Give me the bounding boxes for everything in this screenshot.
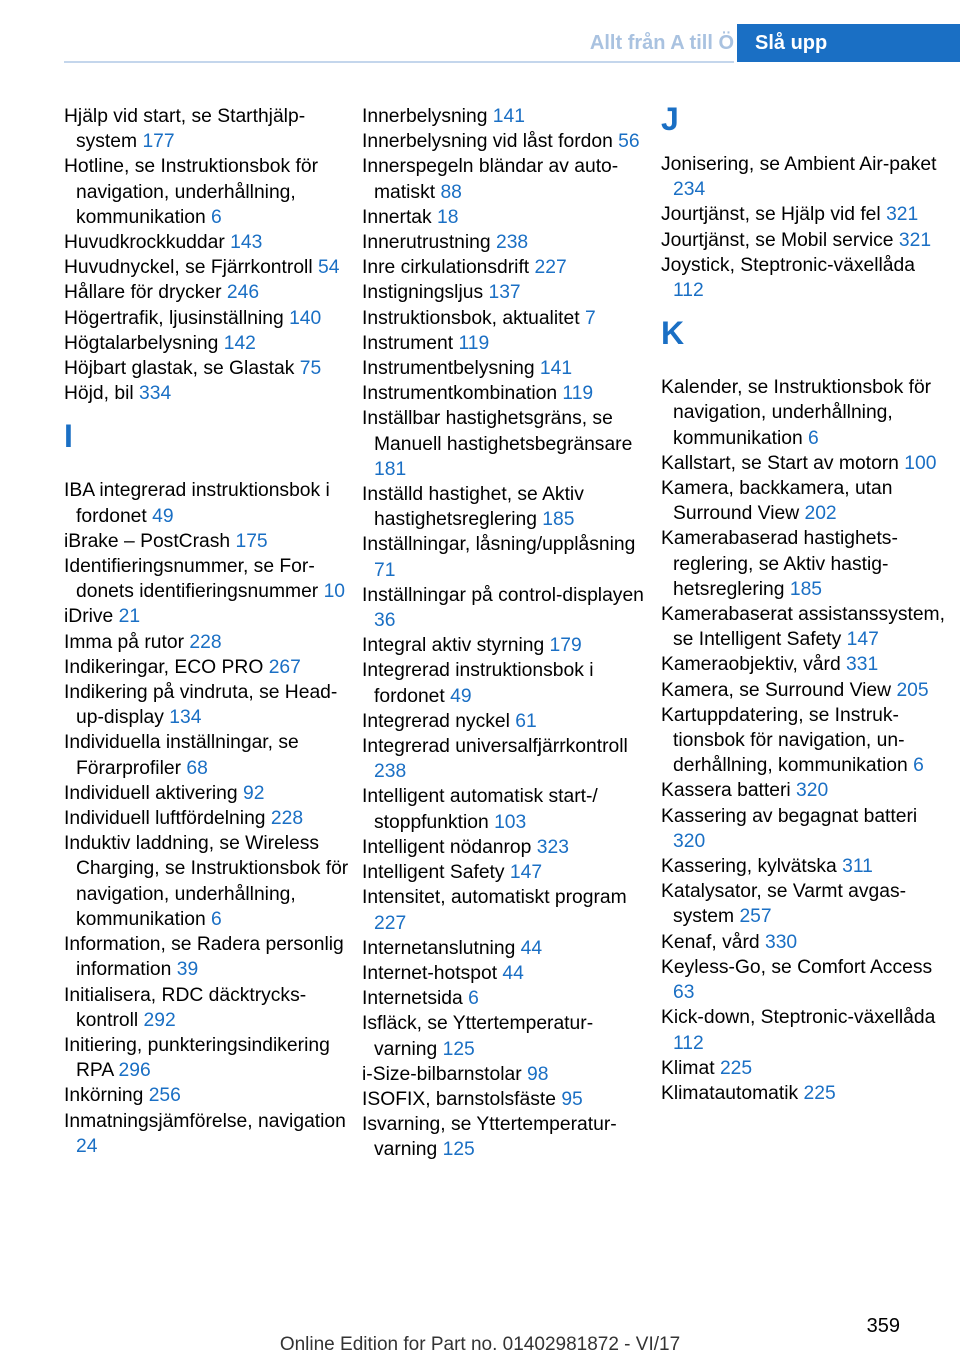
index-entry xyxy=(64,529,349,554)
index-entry xyxy=(661,1056,951,1081)
entry-text: Indikeringar, ECO PRO xyxy=(64,656,264,678)
page-link[interactable]: 6 xyxy=(808,427,819,449)
entry-text: Isfläck, se Yttertemperaturvarning xyxy=(362,1013,594,1060)
entry-text: Information, se Radera personlig information xyxy=(64,934,344,981)
entry-text: Induktiv laddning, se Wireless Charging, se Instruktionsbok för navigation, underhållning, kommunikation xyxy=(64,833,349,930)
page-link[interactable]: 100 xyxy=(904,452,937,474)
entry-text: Intelligent nödanrop xyxy=(362,836,532,858)
index-entry xyxy=(661,879,951,929)
entry-text: Indikering på vindruta, se Head-up-display xyxy=(64,682,338,729)
index-entry xyxy=(64,478,349,528)
page-link[interactable]: 88 xyxy=(440,181,462,203)
index-entry xyxy=(362,1112,647,1162)
page-link[interactable]: 205 xyxy=(896,679,929,701)
entry-text: Klimat xyxy=(661,1057,715,1079)
page-link[interactable]: 7 xyxy=(584,307,596,329)
page-link[interactable]: 10 xyxy=(323,581,346,603)
index-entry xyxy=(64,831,349,932)
index-entry xyxy=(362,532,647,582)
entry-text: Högtalarbelysning xyxy=(64,332,219,354)
entry-text: Instrumentkombination xyxy=(362,383,558,405)
page-link[interactable]: 141 xyxy=(492,106,525,127)
entry-text: Kamerabaserad hastighetsreglering, se Aktiv hastighetsreglering xyxy=(661,528,898,600)
page-link[interactable]: 21 xyxy=(118,606,141,628)
index-entry xyxy=(661,930,951,955)
page-link[interactable]: 292 xyxy=(143,1009,176,1031)
entry-text: Jourtjänst, se Hjälp vid fel xyxy=(661,204,881,226)
index-entry xyxy=(362,205,647,230)
entry-text: Initiering, punkteringsindikering RPA xyxy=(64,1034,330,1082)
page-link[interactable]: 320 xyxy=(673,830,706,852)
index-entry xyxy=(64,356,349,381)
index-entry xyxy=(661,955,951,1005)
entry-text: Integrerad universalfjärrkontroll xyxy=(362,736,628,758)
index-entry xyxy=(64,1083,349,1108)
page-link[interactable]: 6 xyxy=(211,908,222,930)
section-title: Allt från A till Ö xyxy=(589,32,734,54)
page-link[interactable]: 49 xyxy=(152,505,174,527)
entry-text: Jonisering, se Ambient Air-paket xyxy=(661,154,937,175)
entry-text: Innerbelysning xyxy=(362,106,488,127)
page-link[interactable]: 140 xyxy=(289,307,322,329)
index-entry xyxy=(362,835,647,860)
index-entry xyxy=(64,331,349,356)
page-link[interactable]: 227 xyxy=(374,912,407,934)
entry-text: Inkörning xyxy=(64,1085,144,1107)
page-link[interactable]: 246 xyxy=(226,282,260,304)
page-number: 359 xyxy=(866,1315,900,1337)
entry-text: iDrive xyxy=(64,606,114,628)
entry-text: Jourtjänst, se Mobil service xyxy=(661,229,894,251)
page-link[interactable]: 75 xyxy=(299,358,322,380)
page-link[interactable]: 225 xyxy=(719,1057,753,1079)
index-entry xyxy=(362,860,647,885)
index-entry xyxy=(64,1109,349,1159)
page-link[interactable]: 44 xyxy=(502,962,524,984)
page-link[interactable]: 238 xyxy=(374,761,407,783)
index-entry xyxy=(661,476,951,526)
entry-text: IBA integrerad instruktionsbok i fordonet xyxy=(64,480,330,527)
index-entry xyxy=(661,451,951,476)
index-entry xyxy=(362,709,647,734)
entry-text: Intelligent Safety xyxy=(362,862,505,884)
index-entry xyxy=(661,678,951,703)
entry-text: Innerutrustning xyxy=(362,232,491,254)
entry-text: Individuella inställningar, se Förarprofiler xyxy=(64,732,299,779)
index-entry xyxy=(64,730,349,780)
index-entry xyxy=(661,602,951,652)
lookup-tab[interactable]: Slå upp xyxy=(737,24,960,62)
index-entry xyxy=(64,381,349,406)
index-entry xyxy=(362,331,647,356)
page-link[interactable]: 63 xyxy=(673,982,695,1004)
entry-text: Inre cirkulationsdrift xyxy=(362,257,530,279)
index-entry xyxy=(64,781,349,806)
entry-text: Integral aktiv styrning xyxy=(362,635,545,657)
entry-text: Kalender, se Instruktionsbok för navigation, underhållning, kommunikation xyxy=(661,377,932,449)
index-entry xyxy=(64,932,349,982)
index-entry xyxy=(362,1011,647,1061)
index-entry xyxy=(64,806,349,831)
page-link[interactable]: 185 xyxy=(789,578,823,600)
page-link[interactable]: 267 xyxy=(268,656,301,678)
entry-text: Höjbart glastak, se Glastak xyxy=(64,358,295,380)
page-link[interactable]: 175 xyxy=(235,530,268,552)
page-link[interactable]: 6 xyxy=(468,988,479,1010)
page-link[interactable]: 296 xyxy=(118,1060,151,1082)
page-link[interactable]: 39 xyxy=(176,959,199,981)
footer-edition: Online Edition for Part no. 01402981872 - VI/17 xyxy=(279,1334,681,1355)
page-link[interactable]: 24 xyxy=(76,1135,98,1157)
index-entry xyxy=(64,255,349,280)
index-entry xyxy=(362,306,647,331)
entry-text: Individuell aktivering xyxy=(64,782,238,804)
index-entry xyxy=(661,526,951,602)
header-rule xyxy=(64,61,734,63)
entry-text: Hållare för drycker xyxy=(64,282,222,304)
entry-text: Innerbelysning vid låst fordon xyxy=(362,131,613,153)
index-entry xyxy=(362,633,647,658)
page-link[interactable]: 142 xyxy=(223,332,256,354)
page-link[interactable]: 147 xyxy=(846,629,879,651)
entry-text: Joystick, Steptronic-växellåda xyxy=(661,254,915,276)
entry-text: Huvudnyckel, se Fjärrkontroll xyxy=(64,257,313,279)
page-link[interactable]: 61 xyxy=(515,710,537,732)
index-entry xyxy=(661,854,951,879)
page-link[interactable]: 119 xyxy=(562,383,594,405)
entry-text: Inmatningsjämförelse, navigation xyxy=(64,1110,346,1132)
page-link[interactable]: 320 xyxy=(796,780,829,802)
index-letter-j: J xyxy=(661,101,679,137)
index-entry xyxy=(362,104,647,129)
index-entry xyxy=(362,1062,647,1087)
page-link[interactable]: 331 xyxy=(846,654,879,676)
index-entry xyxy=(362,356,647,381)
entry-text: Imma på rutor xyxy=(64,631,185,653)
page-link[interactable]: 125 xyxy=(442,1139,475,1161)
entry-text: iBrake – PostCrash xyxy=(64,530,231,552)
entry-text: Kallstart, se Start av motorn xyxy=(661,452,899,474)
page-link[interactable]: 134 xyxy=(169,707,202,729)
entry-text: Keyless-Go, se Comfort Access xyxy=(661,956,933,978)
index-entry xyxy=(362,381,647,406)
index-entry xyxy=(64,154,349,230)
entry-text: Huvudkrockkuddar xyxy=(64,232,225,254)
entry-text: Inställbar hastighetsgräns, se Manuell hastighetsbegränsare xyxy=(362,408,633,455)
index-entry xyxy=(362,230,647,255)
entry-text: Högertrafik, ljusinställning xyxy=(64,307,284,329)
page-link[interactable]: 179 xyxy=(549,635,582,657)
page-link[interactable]: 334 xyxy=(139,383,172,405)
page-link[interactable]: 238 xyxy=(495,232,529,254)
index-entry xyxy=(64,680,349,730)
entry-text: Kartuppdatering, se Instruktionsbok för navigation, underhållning, kommunikation xyxy=(661,704,908,777)
entry-text: Hotline, se Instruktionsbok för navigation, underhållning, kommunikation xyxy=(64,156,318,228)
index-entry xyxy=(64,630,349,655)
page-link[interactable]: 181 xyxy=(374,458,407,480)
index-entry xyxy=(64,983,349,1033)
index-entry xyxy=(64,280,349,305)
entry-text: Katalysator, se Varmt avgassystem xyxy=(661,881,907,928)
entry-text: Klimatautomatik xyxy=(661,1082,799,1104)
page-link[interactable]: 49 xyxy=(450,685,472,707)
page-link[interactable]: 225 xyxy=(803,1082,836,1104)
index-entry xyxy=(362,129,647,154)
index-entry xyxy=(362,936,647,961)
page-link[interactable]: 119 xyxy=(458,332,490,354)
entry-text: Inställningar, låsning/upplåsning xyxy=(362,534,636,556)
page-link[interactable]: 321 xyxy=(898,229,932,251)
page-link[interactable]: 228 xyxy=(270,808,304,830)
page-link[interactable]: 228 xyxy=(189,631,222,653)
page-link[interactable]: 6 xyxy=(913,755,924,777)
entry-text: Isvarning, se Yttertemperaturvarning xyxy=(362,1114,617,1161)
index-entry xyxy=(362,961,647,986)
index-entry xyxy=(661,202,951,227)
entry-text: Intensitet, automatiskt program xyxy=(362,887,627,909)
page-link[interactable]: 56 xyxy=(618,131,640,153)
entry-text: i-Size-bilbarnstolar xyxy=(362,1063,522,1085)
page-link[interactable]: 112 xyxy=(673,1032,704,1054)
entry-text: Höjd, bil xyxy=(64,383,134,405)
page-link[interactable]: 54 xyxy=(317,257,340,279)
entry-text: Inställd hastighet, se Aktiv hastighetsreglering xyxy=(362,484,584,531)
page-link[interactable]: 44 xyxy=(520,937,543,959)
entry-text: Instruktionsbok, aktualitet xyxy=(362,307,580,329)
index-entry xyxy=(64,306,349,331)
page-link[interactable]: 257 xyxy=(739,906,772,928)
index-letter-i: I xyxy=(64,418,73,455)
page-link[interactable]: 234 xyxy=(673,179,706,201)
entry-text: Internet-hotspot xyxy=(362,962,498,984)
index-entry xyxy=(661,228,951,253)
index-entry xyxy=(661,1081,951,1106)
index-entry xyxy=(362,885,647,935)
entry-text: Kameraobjektiv, vård xyxy=(661,654,841,676)
entry-text: Innerspegeln bländar av automatiskt xyxy=(362,156,619,203)
index-entry xyxy=(362,658,647,708)
index-entry xyxy=(362,406,647,482)
page-link[interactable]: 6 xyxy=(211,206,222,228)
entry-text: Individuell luftfördelning xyxy=(64,808,266,830)
entry-text: Instigningsljus xyxy=(362,282,484,304)
entry-text: Integrerad nyckel xyxy=(362,710,510,732)
page-link[interactable]: 141 xyxy=(539,358,573,380)
entry-text: Instrumentbelysning xyxy=(362,358,535,380)
index-entry xyxy=(64,104,349,154)
page-link[interactable]: 256 xyxy=(148,1085,181,1107)
entry-text: Kassering, kylvätska xyxy=(661,856,837,878)
page-link[interactable]: 311 xyxy=(842,856,873,878)
index-entry xyxy=(64,554,349,604)
index-entry xyxy=(661,652,951,677)
index-entry xyxy=(661,804,951,854)
page-link[interactable]: 177 xyxy=(142,131,175,153)
index-entry xyxy=(362,482,647,532)
entry-text: Initialisera, RDC däcktryckskontroll xyxy=(64,984,307,1031)
page-link[interactable]: 112 xyxy=(673,280,704,302)
index-entry xyxy=(362,255,647,280)
index-entry xyxy=(661,703,951,779)
index-entry xyxy=(64,1033,349,1083)
index-entry xyxy=(362,154,647,204)
page-link[interactable]: 18 xyxy=(437,206,459,228)
page-link[interactable]: 147 xyxy=(509,862,543,884)
index-entry xyxy=(362,1087,647,1112)
index-entry xyxy=(362,583,647,633)
index-column-3 xyxy=(661,101,951,1106)
page-link[interactable]: 143 xyxy=(230,232,263,254)
index-entry xyxy=(362,784,647,834)
page-link[interactable]: 330 xyxy=(764,931,798,953)
page-link[interactable]: 68 xyxy=(186,757,208,779)
entry-text: Hjälp vid start, se Starthjälpsystem xyxy=(64,106,306,153)
index-entry xyxy=(661,375,951,451)
entry-text: Identifieringsnummer, se Fordonets identifieringsnummer xyxy=(64,556,319,603)
entry-text: Internetsida xyxy=(362,988,463,1010)
index-entry xyxy=(64,655,349,680)
index-entry xyxy=(362,734,647,784)
entry-text: Innertak xyxy=(362,206,432,228)
entry-text: Inställningar på control-displayen xyxy=(362,584,644,606)
page-link[interactable]: 202 xyxy=(804,503,837,525)
entry-text: Kamera, backkamera, utan Surround View xyxy=(661,478,893,525)
page-link[interactable]: 36 xyxy=(374,610,396,632)
index-letter-k: K xyxy=(661,315,685,352)
entry-text: Intelligent automatisk start-/ stoppfunktion xyxy=(362,786,598,833)
page-link[interactable]: 103 xyxy=(494,811,527,833)
page-link[interactable]: 95 xyxy=(561,1088,583,1110)
page-link[interactable]: 321 xyxy=(886,204,919,226)
entry-text: Kick-down, Steptronic-växellåda xyxy=(661,1007,936,1029)
index-column-2 xyxy=(362,104,647,1163)
page-link[interactable]: 98 xyxy=(527,1063,549,1085)
index-column-1 xyxy=(64,104,349,1159)
page-link[interactable]: 137 xyxy=(488,282,521,304)
entry-text: Kassering av begagnat batteri xyxy=(661,805,918,827)
page-link[interactable]: 125 xyxy=(442,1038,475,1060)
entry-text: Internetanslutning xyxy=(362,937,516,959)
index-entry xyxy=(64,604,349,629)
page-link[interactable]: 323 xyxy=(536,836,569,858)
index-entry xyxy=(64,230,349,255)
entry-text: Instrument xyxy=(362,332,454,354)
index-entry xyxy=(362,280,647,305)
entry-text: Kenaf, vård xyxy=(661,931,760,953)
entry-text: Kamerabaserat assistanssystem, se Intelligent Safety xyxy=(661,604,945,651)
entry-text: Integrerad instruktionsbok i fordonet xyxy=(362,660,594,707)
entry-text: Kassera batteri xyxy=(661,780,791,802)
page-link[interactable]: 185 xyxy=(542,509,575,531)
page-link[interactable]: 71 xyxy=(374,559,396,581)
page-link[interactable]: 227 xyxy=(534,257,567,279)
index-entry xyxy=(661,1005,951,1055)
index-entry xyxy=(661,253,951,303)
entry-text: ISOFIX, barnstolsfäste xyxy=(362,1088,556,1110)
page-header xyxy=(0,24,960,62)
index-entry xyxy=(661,152,951,202)
index-entry xyxy=(362,986,647,1011)
page-link[interactable]: 92 xyxy=(243,782,265,804)
index-entry xyxy=(661,778,951,803)
entry-text: Kamera, se Surround View xyxy=(661,679,892,701)
